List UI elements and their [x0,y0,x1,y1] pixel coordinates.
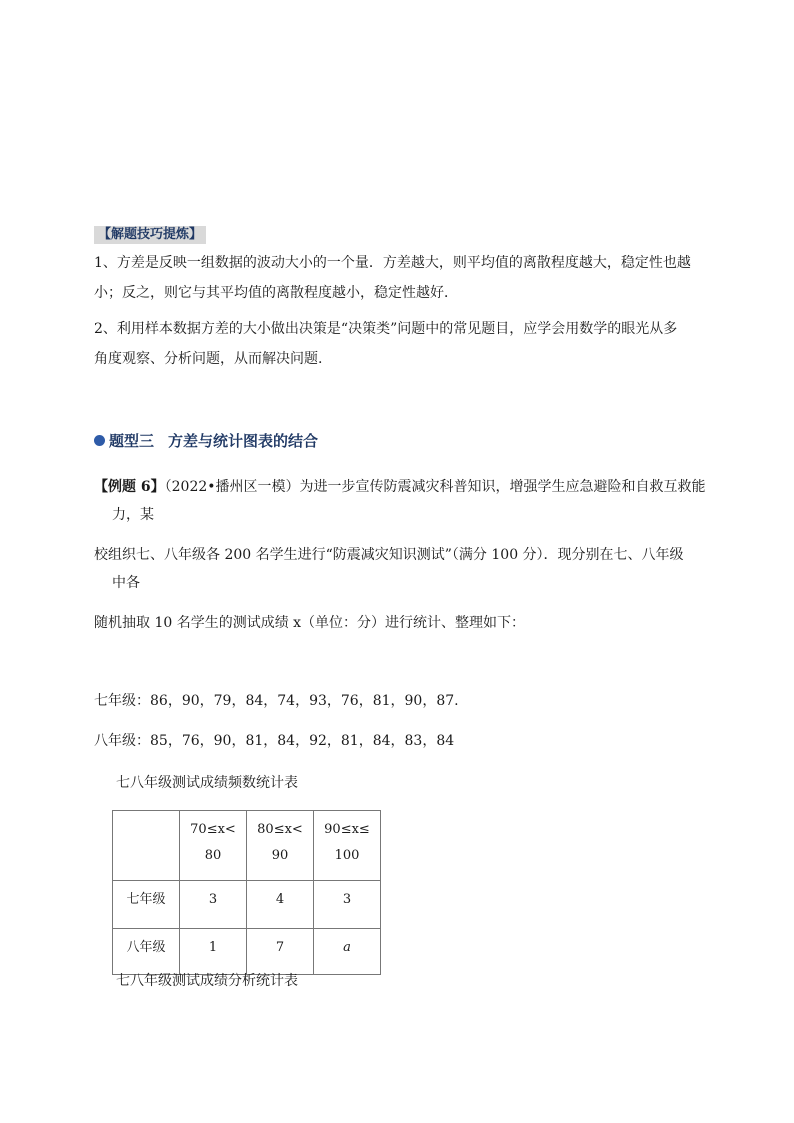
example-label: 【例题 6】 [94,479,165,495]
example-line-1 [94,476,706,496]
table-cell: 3 [314,881,381,929]
section-label: 题型三 [109,432,155,450]
table-corner-cell [113,811,180,881]
tips-paragraph-1-line-1: 1、方差是反映一组数据的波动大小的一个量．方差越大，则平均值的离散程度越大，稳定性也越 [94,255,691,271]
table-cell: 1 [180,929,247,975]
example-line-1b: 力，某 [112,507,154,523]
analysis-table-caption: 七八年级测试成绩分析统计表 [116,973,298,989]
example-line-2: 校组织七、八年级各 200 名学生进行“防震减灾知识测试”（满分 100 分）．现分别在七、八年级 [94,547,684,563]
table-header-cell: 80≤x< 90 [247,811,314,881]
table-cell: 7 [247,929,314,975]
tips-paragraph-2-line-2: 角度观察、分析问题，从而解决问题. [94,351,323,367]
frequency-table-caption: 七八年级测试成绩频数统计表 [116,775,298,791]
row-label: 七年级 [113,881,180,929]
tips-tag: 【解题技巧提炼】 [94,226,206,244]
section-title: 方差与统计图表的结合 [168,432,319,450]
example-line-2b: 中各 [112,575,140,591]
table-header-cell: 90≤x≤ 100 [314,811,381,881]
example-line-3: 随机抽取 10 名学生的测试成绩 x（单位：分）进行统计、整理如下： [94,615,526,631]
table-row [113,929,381,975]
frequency-table [112,810,381,975]
table-header-row [113,811,381,881]
table-header-cell: 70≤x< 80 [180,811,247,881]
grade7-scores: 七年级：86，90，79，84，74，93，76，81，90，87. [94,693,459,709]
example-text-1: （2022•播州区一模）为进一步宣传防震减灾科普知识，增强学生应急避险和自救互救能 [164,479,706,495]
grade8-scores: 八年级：85，76，90，81，84，92，81，84，83，84 [94,733,455,749]
table-cell: a [314,929,381,975]
table-cell: 4 [247,881,314,929]
tips-paragraph-2-line-1: 2、利用样本数据方差的大小做出决策是“决策类”问题中的常见题目，应学会用数学的眼光从多 [94,321,678,337]
table-row [113,881,381,929]
table-cell: 3 [180,881,247,929]
tips-paragraph-1-line-2: 小；反之，则它与其平均值的离散程度越小，稳定性越好． [94,285,458,301]
bullet-dot-icon [94,435,105,446]
section-heading [94,430,318,451]
row-label: 八年级 [113,929,180,975]
